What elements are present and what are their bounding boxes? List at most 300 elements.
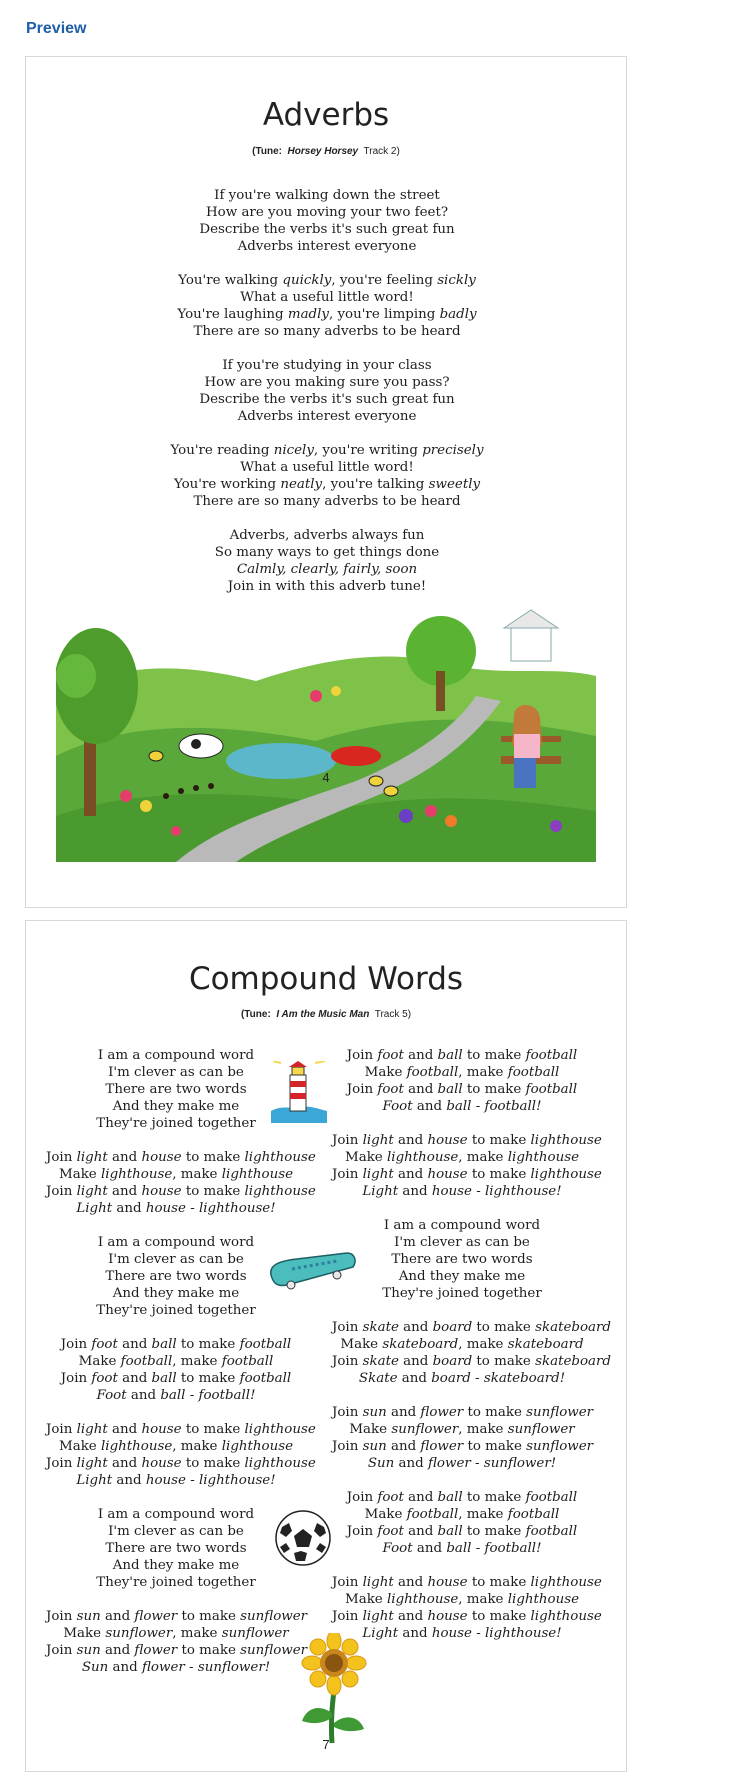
poem-emphasis: flower - sunflower! (428, 1456, 557, 1471)
poem-line (26, 561, 628, 578)
poem-emphasis: football (239, 1371, 292, 1386)
adverbs-poem (26, 187, 628, 612)
poem-text: and (108, 1660, 142, 1675)
poem-emphasis: light (76, 1456, 108, 1471)
poem-text: and (112, 1201, 146, 1216)
poem-emphasis: neatly (280, 477, 323, 492)
poem-emphasis: lighthouse (530, 1167, 602, 1182)
poem-line (46, 1387, 306, 1404)
poem-line (332, 1438, 592, 1455)
page-title: Adverbs (262, 97, 390, 133)
poem-text: Make (340, 1337, 383, 1352)
poem-line (26, 238, 628, 255)
poem-emphasis: skateboard (535, 1320, 611, 1335)
poem-text: Join (46, 1184, 77, 1199)
poem-emphasis: lighthouse (530, 1609, 602, 1624)
poem-text: Join (46, 1456, 77, 1471)
poem-text: Join (60, 1371, 92, 1386)
poem-text: Join (346, 1082, 378, 1097)
ladybird-car (331, 746, 381, 766)
stanza (46, 1506, 306, 1591)
poem-text: I am a compound word (97, 1048, 255, 1063)
poem-text: Make (364, 1065, 407, 1080)
sunflower-icon (296, 1633, 372, 1743)
poem-emphasis: light (362, 1575, 394, 1590)
poem-line (332, 1132, 602, 1149)
poem-emphasis: sunflower (105, 1626, 173, 1641)
poem-emphasis: lighthouse (530, 1133, 602, 1148)
poem-line (26, 544, 628, 561)
poem-emphasis: nicely (273, 443, 314, 458)
poem-text: If you're walking down the street (214, 188, 440, 203)
poem-text: and (397, 1371, 432, 1386)
poem-line (46, 1574, 306, 1591)
tune-line (26, 146, 626, 157)
poem-emphasis: Light (362, 1184, 399, 1199)
poem-text: , make (458, 1065, 508, 1080)
poem-text: They're joined together (96, 1116, 256, 1131)
poem-emphasis: football (120, 1354, 173, 1369)
poem-line (332, 1574, 602, 1591)
poem-line (46, 1642, 306, 1659)
poem-text: to make (462, 1082, 526, 1097)
poem-text: Make (59, 1439, 101, 1454)
poem-text: , make (458, 1150, 508, 1165)
poem-text: and (398, 1184, 432, 1199)
poem-text: to make (463, 1405, 527, 1420)
poem-emphasis: skate (362, 1354, 399, 1369)
poem-text: , you're talking (322, 477, 429, 492)
poem-line (46, 1557, 306, 1574)
poem-emphasis: foot (377, 1524, 404, 1539)
poem-line (46, 1625, 306, 1642)
tune-name: Horsey Horsey (287, 146, 359, 157)
page-adverbs (25, 56, 627, 908)
poem-emphasis: ball - football! (160, 1388, 256, 1403)
poem-emphasis: foot (91, 1337, 118, 1352)
poem-line (26, 272, 628, 289)
poem-line (332, 1353, 611, 1370)
poem-line (26, 204, 628, 221)
stanza (332, 1047, 592, 1115)
poem-text: and (393, 1609, 428, 1624)
poem-text: Adverbs interest everyone (237, 239, 417, 254)
poem-line (26, 476, 628, 493)
poem-emphasis: light (362, 1609, 394, 1624)
gazebo-roof (504, 610, 558, 628)
poem-emphasis: light (76, 1184, 108, 1199)
poem-text: and (107, 1456, 142, 1471)
poem-line (46, 1438, 306, 1455)
poem-line (46, 1608, 306, 1625)
poem-emphasis: house - lighthouse! (431, 1626, 562, 1641)
stanza (332, 1319, 611, 1387)
poem-text: and (107, 1184, 142, 1199)
poem-emphasis: house (427, 1133, 468, 1148)
compound-poem-left (46, 1047, 316, 1693)
poem-text: , you're feeling (331, 273, 438, 288)
poem-text: , make (172, 1439, 222, 1454)
poem-text: to make (462, 1490, 526, 1505)
poem-emphasis: football (221, 1354, 274, 1369)
poem-line (46, 1506, 306, 1523)
poem-emphasis: flower (134, 1643, 178, 1658)
poem-text: How are you making sure you pass? (204, 375, 450, 390)
stanza (26, 187, 628, 255)
poem-emphasis: precisely (422, 443, 484, 458)
poem-line (26, 323, 628, 340)
tune-prefix: (Tune: (252, 146, 282, 157)
poem-text: and (112, 1473, 146, 1488)
poem-line (46, 1200, 306, 1217)
poem-line (46, 1047, 306, 1064)
poem-line (332, 1336, 592, 1353)
poem-emphasis: house - lighthouse! (145, 1473, 276, 1488)
poem-line (332, 1285, 592, 1302)
poem-text: Make (364, 1507, 407, 1522)
poem-line (332, 1421, 592, 1438)
preview-label: Preview (26, 20, 87, 37)
poem-text: I'm clever as can be (108, 1524, 244, 1539)
poem-emphasis: sunflower (240, 1643, 308, 1658)
poem-line (26, 442, 628, 459)
poem-text: You're laughing (177, 307, 288, 322)
poem-emphasis: ball (437, 1524, 463, 1539)
poem-line (332, 1234, 592, 1251)
stanza (332, 1132, 602, 1200)
poem-emphasis: Calmly, clearly, fairly, soon (236, 562, 418, 577)
poem-text: to make (467, 1167, 531, 1182)
poem-text: and (403, 1048, 438, 1063)
poem-line (332, 1506, 592, 1523)
poem-line (46, 1183, 316, 1200)
poem-emphasis: sunflower (526, 1405, 594, 1420)
poem-line (332, 1523, 592, 1540)
poem-text: Join (46, 1422, 77, 1437)
poem-text: Join (346, 1524, 378, 1539)
poem-text: and (398, 1626, 432, 1641)
poem-text: Adverbs interest everyone (237, 409, 417, 424)
poem-text: , you're limping (328, 307, 440, 322)
poem-emphasis: light (76, 1150, 108, 1165)
poem-text: You're walking (178, 273, 283, 288)
poem-line (332, 1608, 602, 1625)
poem-text: Join (332, 1320, 363, 1335)
poem-text: and (117, 1371, 152, 1386)
poem-line (26, 221, 628, 238)
poem-emphasis: sun (76, 1643, 101, 1658)
poem-text: I'm clever as can be (394, 1235, 530, 1250)
poem-emphasis: Light (76, 1201, 113, 1216)
poem-line (26, 493, 628, 510)
poem-emphasis: house - lighthouse! (431, 1184, 562, 1199)
poem-text: , make (458, 1592, 508, 1607)
poem-emphasis: Foot (96, 1388, 127, 1403)
poem-text: to make (181, 1184, 245, 1199)
poem-line (46, 1370, 306, 1387)
poem-line (46, 1166, 306, 1183)
poem-text: and (100, 1609, 135, 1624)
poem-text: Describe the verbs it's such great fun (199, 222, 455, 237)
poem-emphasis: ball - football! (446, 1099, 542, 1114)
poem-text: There are two words (105, 1082, 247, 1097)
poem-emphasis: badly (439, 307, 477, 322)
poem-text: Make (345, 1592, 387, 1607)
poem-line (26, 459, 628, 476)
poem-emphasis: skate (362, 1320, 399, 1335)
poem-line (46, 1353, 306, 1370)
poem-emphasis: football (525, 1082, 578, 1097)
poem-text: and (393, 1167, 428, 1182)
poem-line (26, 187, 628, 204)
page-compound-words (25, 920, 627, 1772)
poem-text: to make (181, 1456, 245, 1471)
poem-text: Make (345, 1150, 387, 1165)
poem-text: to make (467, 1575, 531, 1590)
poem-text: and (386, 1439, 421, 1454)
poem-emphasis: board (432, 1320, 473, 1335)
poem-text: and (403, 1490, 438, 1505)
poem-emphasis: house (427, 1167, 468, 1182)
park-scene-svg (56, 606, 596, 862)
poem-emphasis: football (525, 1524, 578, 1539)
poem-line (46, 1540, 306, 1557)
poem-text: Join (46, 1609, 77, 1624)
poem-line (332, 1251, 592, 1268)
tree-crown-light (56, 654, 96, 698)
poem-emphasis: Sun (367, 1456, 395, 1471)
poem-line (26, 374, 628, 391)
poem-emphasis: football (406, 1065, 459, 1080)
poem-line (332, 1540, 592, 1557)
poem-text: Join (332, 1405, 363, 1420)
poem-line (332, 1064, 592, 1081)
poem-emphasis: lighthouse (244, 1184, 316, 1199)
poem-text: to make (467, 1609, 531, 1624)
poem-line (46, 1234, 306, 1251)
poem-text: , make (458, 1422, 508, 1437)
poem-text: Join (346, 1048, 378, 1063)
poem-text: I am a compound word (383, 1218, 541, 1233)
poem-emphasis: foot (91, 1371, 118, 1386)
tune-name: I Am the Music Man (276, 1009, 370, 1020)
poem-line (26, 289, 628, 306)
poem-emphasis: flower (420, 1439, 464, 1454)
poem-emphasis: ball (151, 1371, 177, 1386)
poem-emphasis: sweetly (428, 477, 481, 492)
poem-line (332, 1081, 592, 1098)
poem-emphasis: skateboard (535, 1354, 611, 1369)
tune-prefix: (Tune: (240, 1009, 271, 1020)
poem-text: , make (458, 1507, 508, 1522)
poem-text: to make (176, 1371, 240, 1386)
poem-text: and (100, 1643, 135, 1658)
page-number: 4 (322, 770, 330, 785)
poem-line (332, 1098, 592, 1115)
poem-emphasis: house (141, 1422, 182, 1437)
poem-text: and (398, 1320, 433, 1335)
poem-emphasis: sun (362, 1405, 387, 1420)
poem-emphasis: ball (437, 1048, 463, 1063)
poem-text: Join (60, 1337, 92, 1352)
poem-line (46, 1336, 306, 1353)
poem-text: , make (172, 1167, 222, 1182)
poem-emphasis: house (141, 1150, 182, 1165)
poem-text: to make (463, 1439, 527, 1454)
poem-text: and (398, 1354, 433, 1369)
poem-emphasis: sunflower (507, 1422, 575, 1437)
poem-text: I am a compound word (97, 1235, 255, 1250)
poem-text: And they make me (398, 1269, 526, 1284)
poem-text: Make (59, 1167, 101, 1182)
poem-text: Join (332, 1609, 363, 1624)
poem-text: to make (462, 1048, 526, 1063)
stanza (46, 1047, 306, 1132)
stanza (332, 1574, 602, 1642)
poem-text: Describe the verbs it's such great fun (199, 392, 455, 407)
poem-line (26, 391, 628, 408)
stanza (332, 1404, 592, 1472)
poem-emphasis: sunflower (221, 1626, 289, 1641)
person-body (514, 734, 540, 758)
lighthouse-icon (271, 1061, 327, 1123)
stanza (26, 272, 628, 340)
poem-line (46, 1115, 306, 1132)
poem-text: to make (181, 1150, 245, 1165)
poem-emphasis: Light (362, 1626, 399, 1641)
poem-emphasis: sunflower (240, 1609, 308, 1624)
poem-line (332, 1319, 611, 1336)
poem-text: and (412, 1099, 447, 1114)
poem-emphasis: house (141, 1184, 182, 1199)
stanza (46, 1421, 316, 1489)
poem-emphasis: football (406, 1507, 459, 1522)
poem-emphasis: lighthouse (101, 1167, 173, 1182)
poem-emphasis: lighthouse (221, 1167, 293, 1182)
poem-text: There are two words (391, 1252, 533, 1267)
poem-emphasis: sunflower (391, 1422, 459, 1437)
poem-emphasis: house (427, 1575, 468, 1590)
poem-emphasis: ball - football! (446, 1541, 542, 1556)
poem-text: Adverbs, adverbs always fun (229, 528, 425, 543)
poem-text: And they make me (112, 1099, 240, 1114)
poem-text: Join (332, 1575, 363, 1590)
poem-text: How are you moving your two feet? (205, 205, 449, 220)
poem-text: Make (78, 1354, 121, 1369)
poem-emphasis: skateboard (382, 1337, 459, 1352)
page-title: Compound Words (188, 961, 464, 997)
poem-text: , make (172, 1354, 222, 1369)
poem-text: I'm clever as can be (108, 1252, 244, 1267)
poem-emphasis: lighthouse (387, 1592, 459, 1607)
poem-line (332, 1183, 592, 1200)
poem-text: , make (458, 1337, 508, 1352)
poem-line (46, 1659, 306, 1676)
poem-line (46, 1081, 306, 1098)
tree-trunk-right (436, 671, 445, 711)
poem-emphasis: ball (437, 1082, 463, 1097)
poem-line (46, 1064, 306, 1081)
poem-text: You're working (173, 477, 281, 492)
poem-emphasis: flower (420, 1405, 464, 1420)
poem-emphasis: board - skateboard! (431, 1371, 566, 1386)
poem-line (46, 1472, 306, 1489)
poem-emphasis: Light (76, 1473, 113, 1488)
poem-emphasis: foot (377, 1048, 404, 1063)
poem-text: They're joined together (382, 1286, 542, 1301)
poem-text: to make (472, 1320, 536, 1335)
poem-text: There are two words (105, 1541, 247, 1556)
poem-emphasis: lighthouse (244, 1150, 316, 1165)
football-icon (274, 1509, 332, 1567)
poem-emphasis: madly (287, 307, 329, 322)
poem-emphasis: lighthouse (507, 1150, 579, 1165)
poem-text: I'm clever as can be (108, 1065, 244, 1080)
poem-text: And they make me (112, 1286, 240, 1301)
poem-emphasis: lighthouse (101, 1439, 173, 1454)
poem-emphasis: ball (437, 1490, 463, 1505)
poem-text: to make (176, 1337, 240, 1352)
poem-emphasis: football (525, 1048, 578, 1063)
stanza (332, 1489, 592, 1557)
tune-suffix: Track 2) (363, 146, 400, 157)
poem-emphasis: sun (76, 1609, 101, 1624)
poem-emphasis: lighthouse (507, 1592, 579, 1607)
stanza (46, 1608, 306, 1676)
poem-text: and (403, 1082, 438, 1097)
poem-line (46, 1455, 316, 1472)
poem-emphasis: lighthouse (530, 1575, 602, 1590)
poem-text: to make (467, 1133, 531, 1148)
poem-text: Join (332, 1439, 363, 1454)
poem-text: There are two words (105, 1269, 247, 1284)
poem-emphasis: house - lighthouse! (145, 1201, 276, 1216)
poem-text: , make (172, 1626, 222, 1641)
poem-text: Join (332, 1354, 363, 1369)
poem-emphasis: foot (377, 1490, 404, 1505)
poem-line (332, 1166, 602, 1183)
poem-text: and (394, 1456, 428, 1471)
poem-emphasis: flower (134, 1609, 178, 1624)
poem-text: Join (46, 1643, 77, 1658)
poem-text: to make (177, 1609, 241, 1624)
poem-text: , you're writing (313, 443, 423, 458)
poem-line (46, 1421, 316, 1438)
poem-text: and (107, 1150, 142, 1165)
poem-line (332, 1268, 592, 1285)
poem-text: Make (349, 1422, 392, 1437)
poem-emphasis: flower - sunflower! (142, 1660, 271, 1675)
poem-text: and (126, 1388, 161, 1403)
poem-text: and (107, 1422, 142, 1437)
poem-line (26, 578, 628, 595)
poem-line (26, 357, 628, 374)
poem-emphasis: ball (151, 1337, 177, 1352)
poem-text: They're joined together (96, 1303, 256, 1318)
page-number: 7 (322, 1737, 330, 1752)
compound-poem-right (332, 1047, 611, 1659)
poem-emphasis: lighthouse (387, 1150, 459, 1165)
poem-line (332, 1047, 592, 1064)
poem-line (26, 408, 628, 425)
poem-emphasis: foot (377, 1082, 404, 1097)
poem-emphasis: sunflower (526, 1439, 594, 1454)
poem-emphasis: skateboard (507, 1337, 584, 1352)
poem-emphasis: football (507, 1065, 560, 1080)
tune-line (26, 1009, 626, 1020)
poem-text: to make (177, 1643, 241, 1658)
poem-emphasis: lighthouse (244, 1456, 316, 1471)
